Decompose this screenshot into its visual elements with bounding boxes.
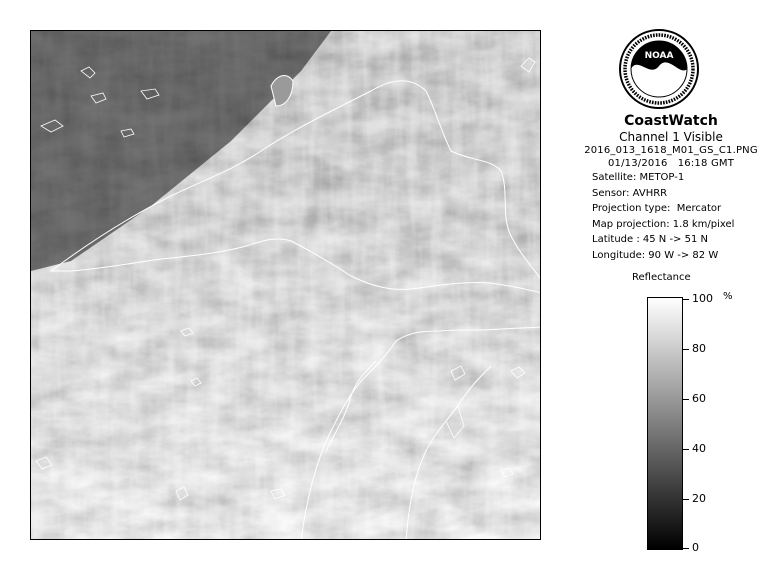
colorbar-tick-label: 20 (692, 492, 706, 505)
satellite-image (30, 30, 541, 540)
projection-type-label: Projection type: Mercator (592, 203, 722, 214)
noaa-logo-svg (618, 28, 700, 110)
sensor-label: Sensor: AVHRR (592, 187, 668, 199)
colorbar-tick (683, 299, 689, 300)
colorbar-tick (683, 548, 689, 549)
noaa-logo (618, 28, 700, 110)
colorbar-tick (683, 449, 689, 450)
colorbar-tick-label: 80 (692, 342, 706, 355)
info-panel (560, 113, 782, 263)
colorbar-tick (683, 399, 689, 400)
satellite-image-svg (31, 31, 541, 540)
channel-label: Channel 1 Visible (619, 130, 723, 144)
scale-unit: % (723, 291, 733, 302)
colorbar-tick-label: 60 (692, 392, 706, 405)
latitude-label: Latitude : 45 N -> 51 N (592, 234, 708, 245)
longitude-label: Longitude: 90 W -> 82 W (592, 249, 719, 261)
logo-center-text: NOAA (644, 51, 674, 61)
map-projection-label: Map projection: 1.8 km/pixel (592, 218, 735, 230)
satellite-label: Satellite: METOP-1 (592, 172, 685, 183)
reflectance-colorbar (647, 297, 683, 550)
colorbar-tick (683, 499, 689, 500)
date-time: 01/13/2016 16:18 GMT (607, 158, 735, 169)
colorbar-tick-label: 40 (692, 442, 706, 455)
file-name: 2016_013_1618_M01_GS_C1.PNG (584, 145, 758, 156)
colorbar-tick-label: 0 (692, 541, 699, 554)
product-title: CoastWatch (624, 113, 718, 129)
colorbar-tick (683, 349, 689, 350)
colorbar-tick-label: 100 (692, 292, 713, 305)
scale-title: Reflectance (632, 272, 691, 283)
